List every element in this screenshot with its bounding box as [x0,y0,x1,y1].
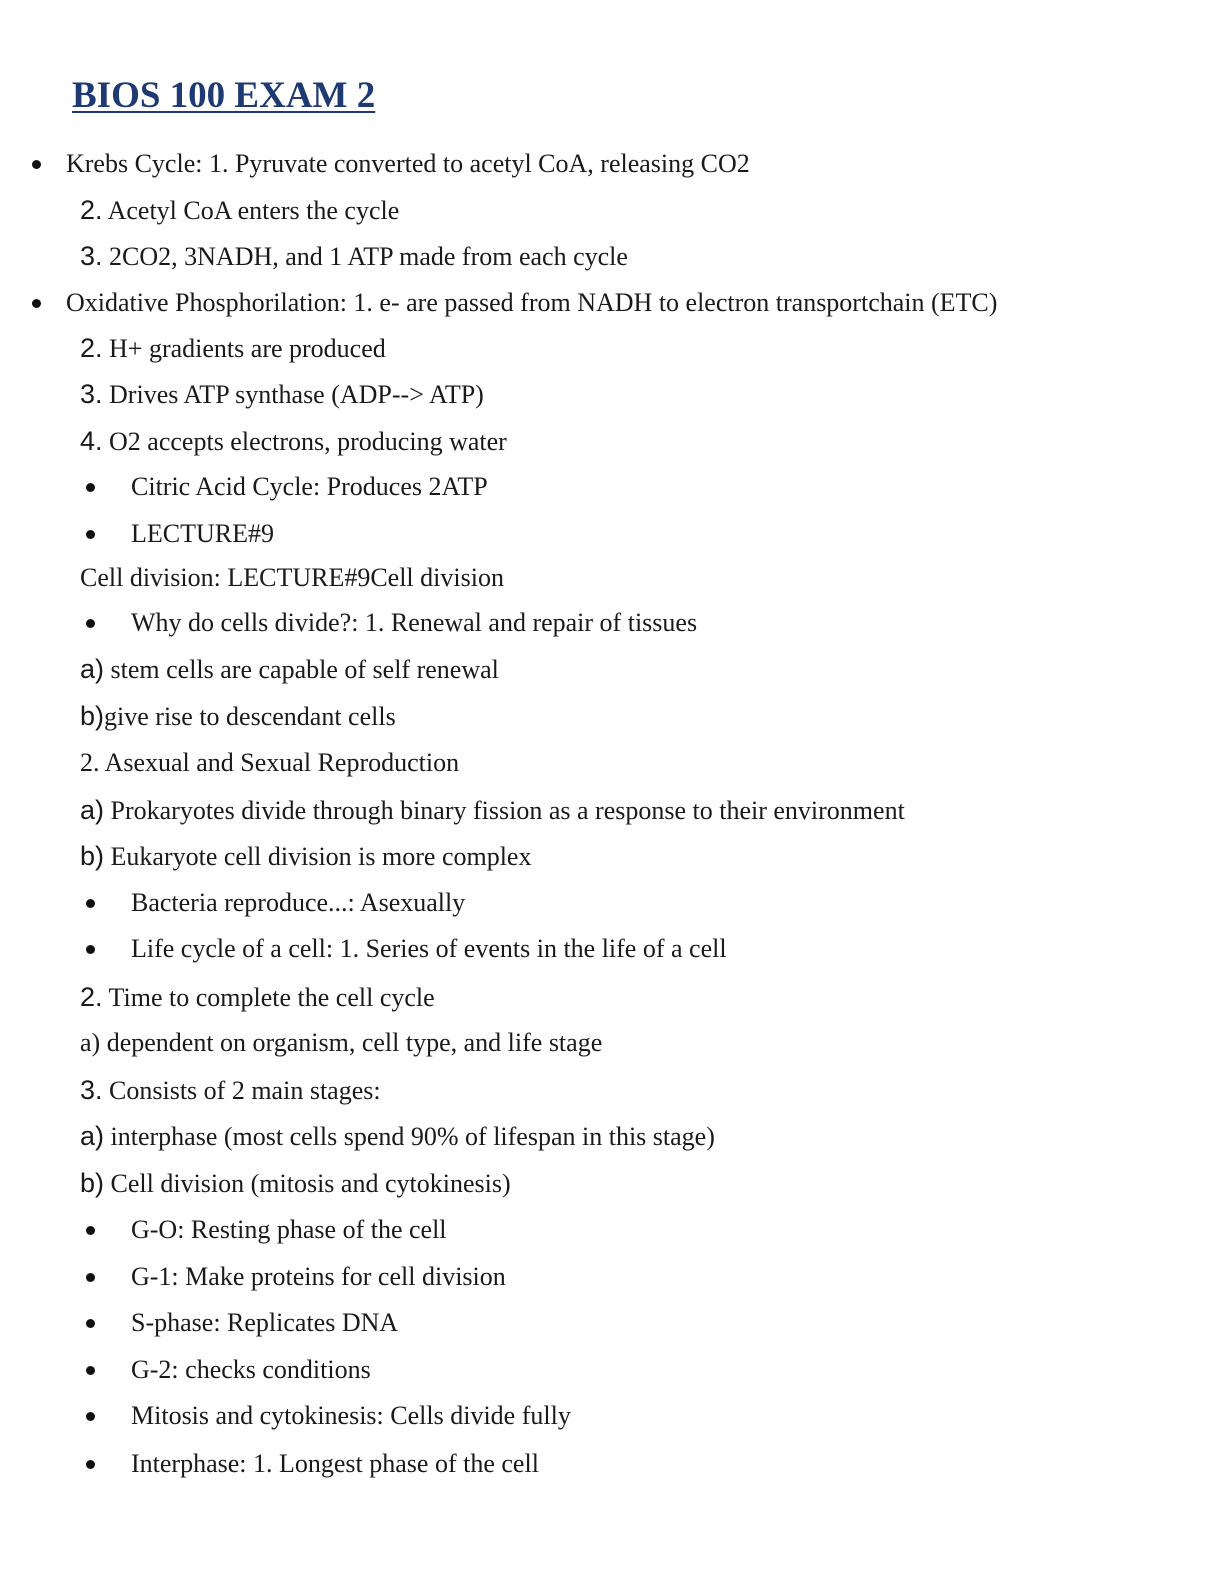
list-item-text: Eukaryote cell division is more complex [104,842,532,871]
list-item [131,471,488,503]
list-item [131,1261,506,1293]
list-item-text: LECTURE#9 [131,519,274,548]
list-item-text: Interphase: 1. Longest phase of the cell [131,1449,539,1478]
list-marker: b) [80,1168,105,1198]
list-marker: a) [80,654,105,684]
list-item [131,933,727,965]
bullet-icon [86,619,95,628]
bullet-icon [86,1319,95,1328]
list-marker: 3. [80,379,103,409]
list-marker: b) [80,841,105,871]
list-item [80,700,396,733]
list-item-text: a) dependent on organism, cell type, and life stage [80,1028,603,1057]
list-item-text: O2 accepts electrons, producing water [102,427,507,456]
list-marker: 4. [80,426,103,456]
list-item [131,607,697,639]
list-item-text: Acetyl CoA enters the cycle [102,196,400,225]
list-item-text: Cell division (mitosis and cytokinesis) [104,1169,511,1198]
bullet-icon [86,530,95,539]
list-item-text: Drives ATP synthase (ADP--> ATP) [102,380,484,409]
list-item-text: Consists of 2 main stages: [102,1076,381,1105]
list-item [66,287,997,319]
list-item [80,332,386,365]
list-item-text: Mitosis and cytokinesis: Cells divide fully [131,1401,571,1430]
list-item [80,981,435,1014]
list-marker: 2. [80,195,103,225]
list-item-text: Life cycle of a cell: 1. Series of events in the life of a cell [131,934,727,963]
list-item [80,1027,602,1059]
list-item [131,1307,398,1339]
bullet-icon [86,1412,95,1421]
list-item [80,1074,381,1107]
list-item-text: G-O: Resting phase of the cell [131,1215,447,1244]
list-item [131,1448,539,1480]
list-item [80,747,459,779]
list-item [66,148,750,180]
list-item-text: Bacteria reproduce...: Asexually [131,888,466,917]
list-item-text: Krebs Cycle: 1. Pyruvate converted to acetyl CoA, releasing CO2 [66,149,750,178]
list-item [131,887,465,919]
list-item [131,1354,371,1386]
list-item [80,794,905,827]
list-item [131,1214,447,1246]
list-item [131,518,274,550]
document-title: BIOS 100 EXAM 2 [72,75,376,116]
bullet-icon [86,945,95,954]
list-marker: 2. [80,333,103,363]
list-item-text: give rise to descendant cells [104,702,396,731]
list-marker: b) [80,701,105,731]
list-item-text: S-phase: Replicates DNA [131,1308,399,1337]
list-item-text: G-2: checks conditions [131,1355,371,1384]
list-item [80,840,531,873]
list-item [80,378,484,411]
list-item [131,1400,571,1432]
list-item-text: stem cells are capable of self renewal [104,655,499,684]
bullet-icon [86,1366,95,1375]
list-item-text: Oxidative Phosphorilation: 1. e- are passed from NADH to electron transportchain (ETC) [66,288,998,317]
list-marker: a) [80,1121,105,1151]
list-item [80,240,628,273]
bullet-icon [86,1273,95,1282]
list-item-text: Why do cells divide?: 1. Renewal and repair of tissues [131,608,698,637]
list-marker: 3. [80,241,103,271]
list-item [80,653,499,686]
list-item-text: interphase (most cells spend 90% of lifespan in this stage) [104,1122,715,1151]
list-item [80,194,399,227]
list-item-text: 2CO2, 3NADH, and 1 ATP made from each cycle [102,242,628,271]
list-item [80,1167,511,1200]
bullet-icon [86,1226,95,1235]
list-item-text: H+ gradients are produced [102,334,386,363]
list-item-text: 2. Asexual and Sexual Reproduction [80,748,460,777]
list-item [80,425,507,458]
bullet-icon [32,299,41,308]
list-item-text: Cell division: LECTURE#9Cell division [80,563,504,592]
bullet-icon [32,160,41,169]
list-marker: a) [80,795,105,825]
list-item [80,1120,715,1153]
list-item-text: Prokaryotes divide through binary fission as a response to their environment [104,796,905,825]
list-marker: 2. [80,982,103,1012]
bullet-icon [86,1460,95,1469]
bullet-icon [86,483,95,492]
list-item-text: Time to complete the cell cycle [102,983,435,1012]
section-line [80,562,504,594]
list-marker: 3. [80,1075,103,1105]
list-item-text: G-1: Make proteins for cell division [131,1262,506,1291]
list-item-text: Citric Acid Cycle: Produces 2ATP [131,472,488,501]
bullet-icon [86,899,95,908]
